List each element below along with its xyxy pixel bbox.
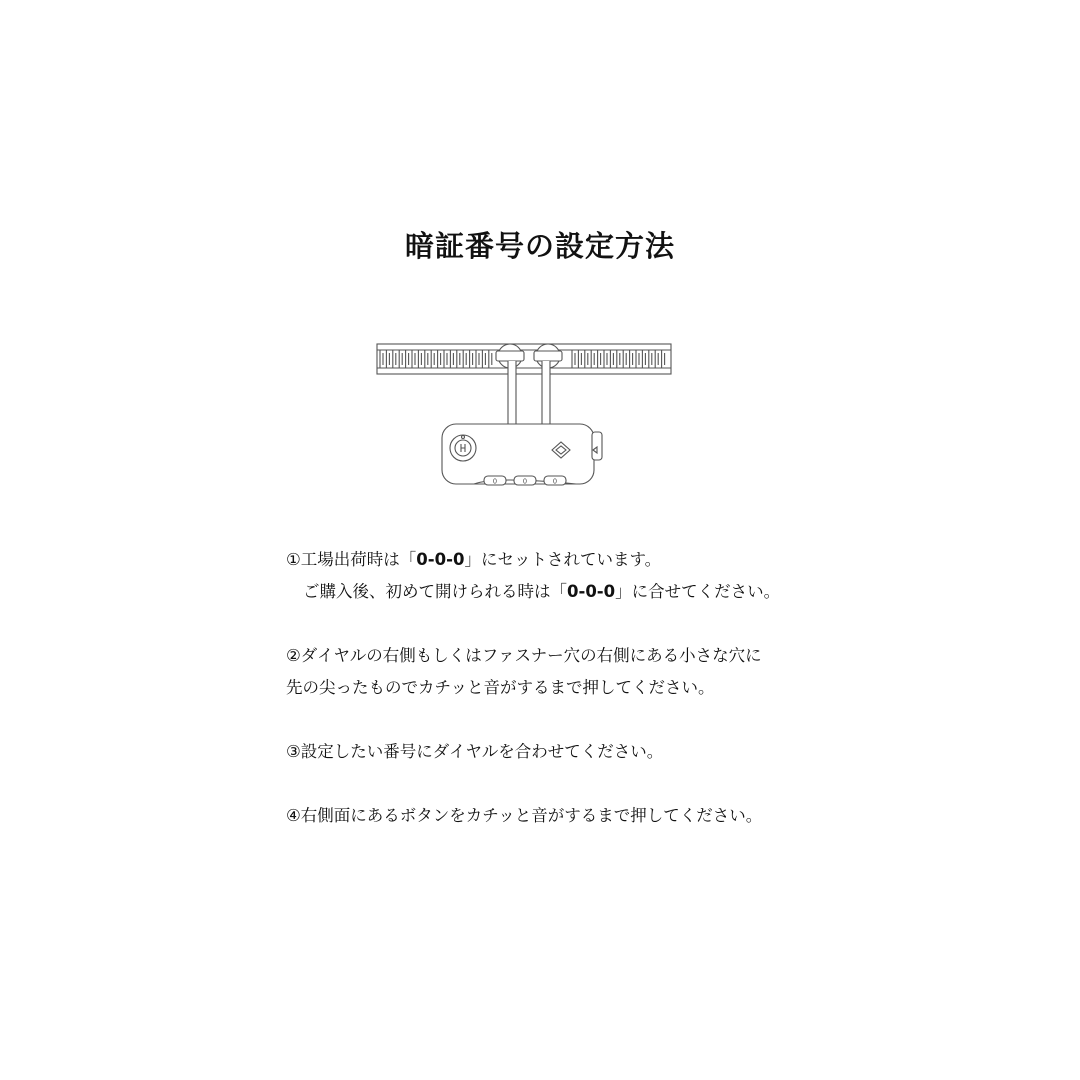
step-3-line-1: ③設定したい番号にダイヤルを合わせてください。 (286, 742, 664, 761)
default-code: 0-0-0 (416, 550, 465, 569)
step-4-line-1: ④右側面にあるボタンをカチッと音がするまで押してください。 (286, 806, 763, 825)
step-4 (286, 800, 846, 832)
step-1-line-2: ご購入後、初めて開けられる時は「0-0-0」に合せてください。 (303, 582, 781, 601)
page-title: 暗証番号の設定方法 (404, 229, 675, 263)
zipper-lock-illustration (376, 338, 672, 490)
step-2-line-1: ②ダイヤルの右側もしくはファスナー穴の右側にある小さな穴に (286, 646, 762, 665)
combination-dials (474, 476, 576, 486)
lock-body (442, 424, 602, 486)
dial-digit: 0 (493, 478, 497, 486)
dial-digit: 0 (553, 478, 557, 486)
step-2 (286, 640, 846, 704)
dial-digit: 0 (523, 478, 527, 486)
instruction-steps (286, 544, 846, 832)
step-3 (286, 736, 846, 768)
default-code: 0-0-0 (567, 582, 616, 601)
step-1 (286, 544, 846, 608)
step-1-line-1: ①工場出荷時は「0-0-0」にセットされています。 (286, 550, 662, 569)
step-2-line-2: 先の尖ったものでカチッと音がするまで押してください。 (286, 678, 715, 697)
